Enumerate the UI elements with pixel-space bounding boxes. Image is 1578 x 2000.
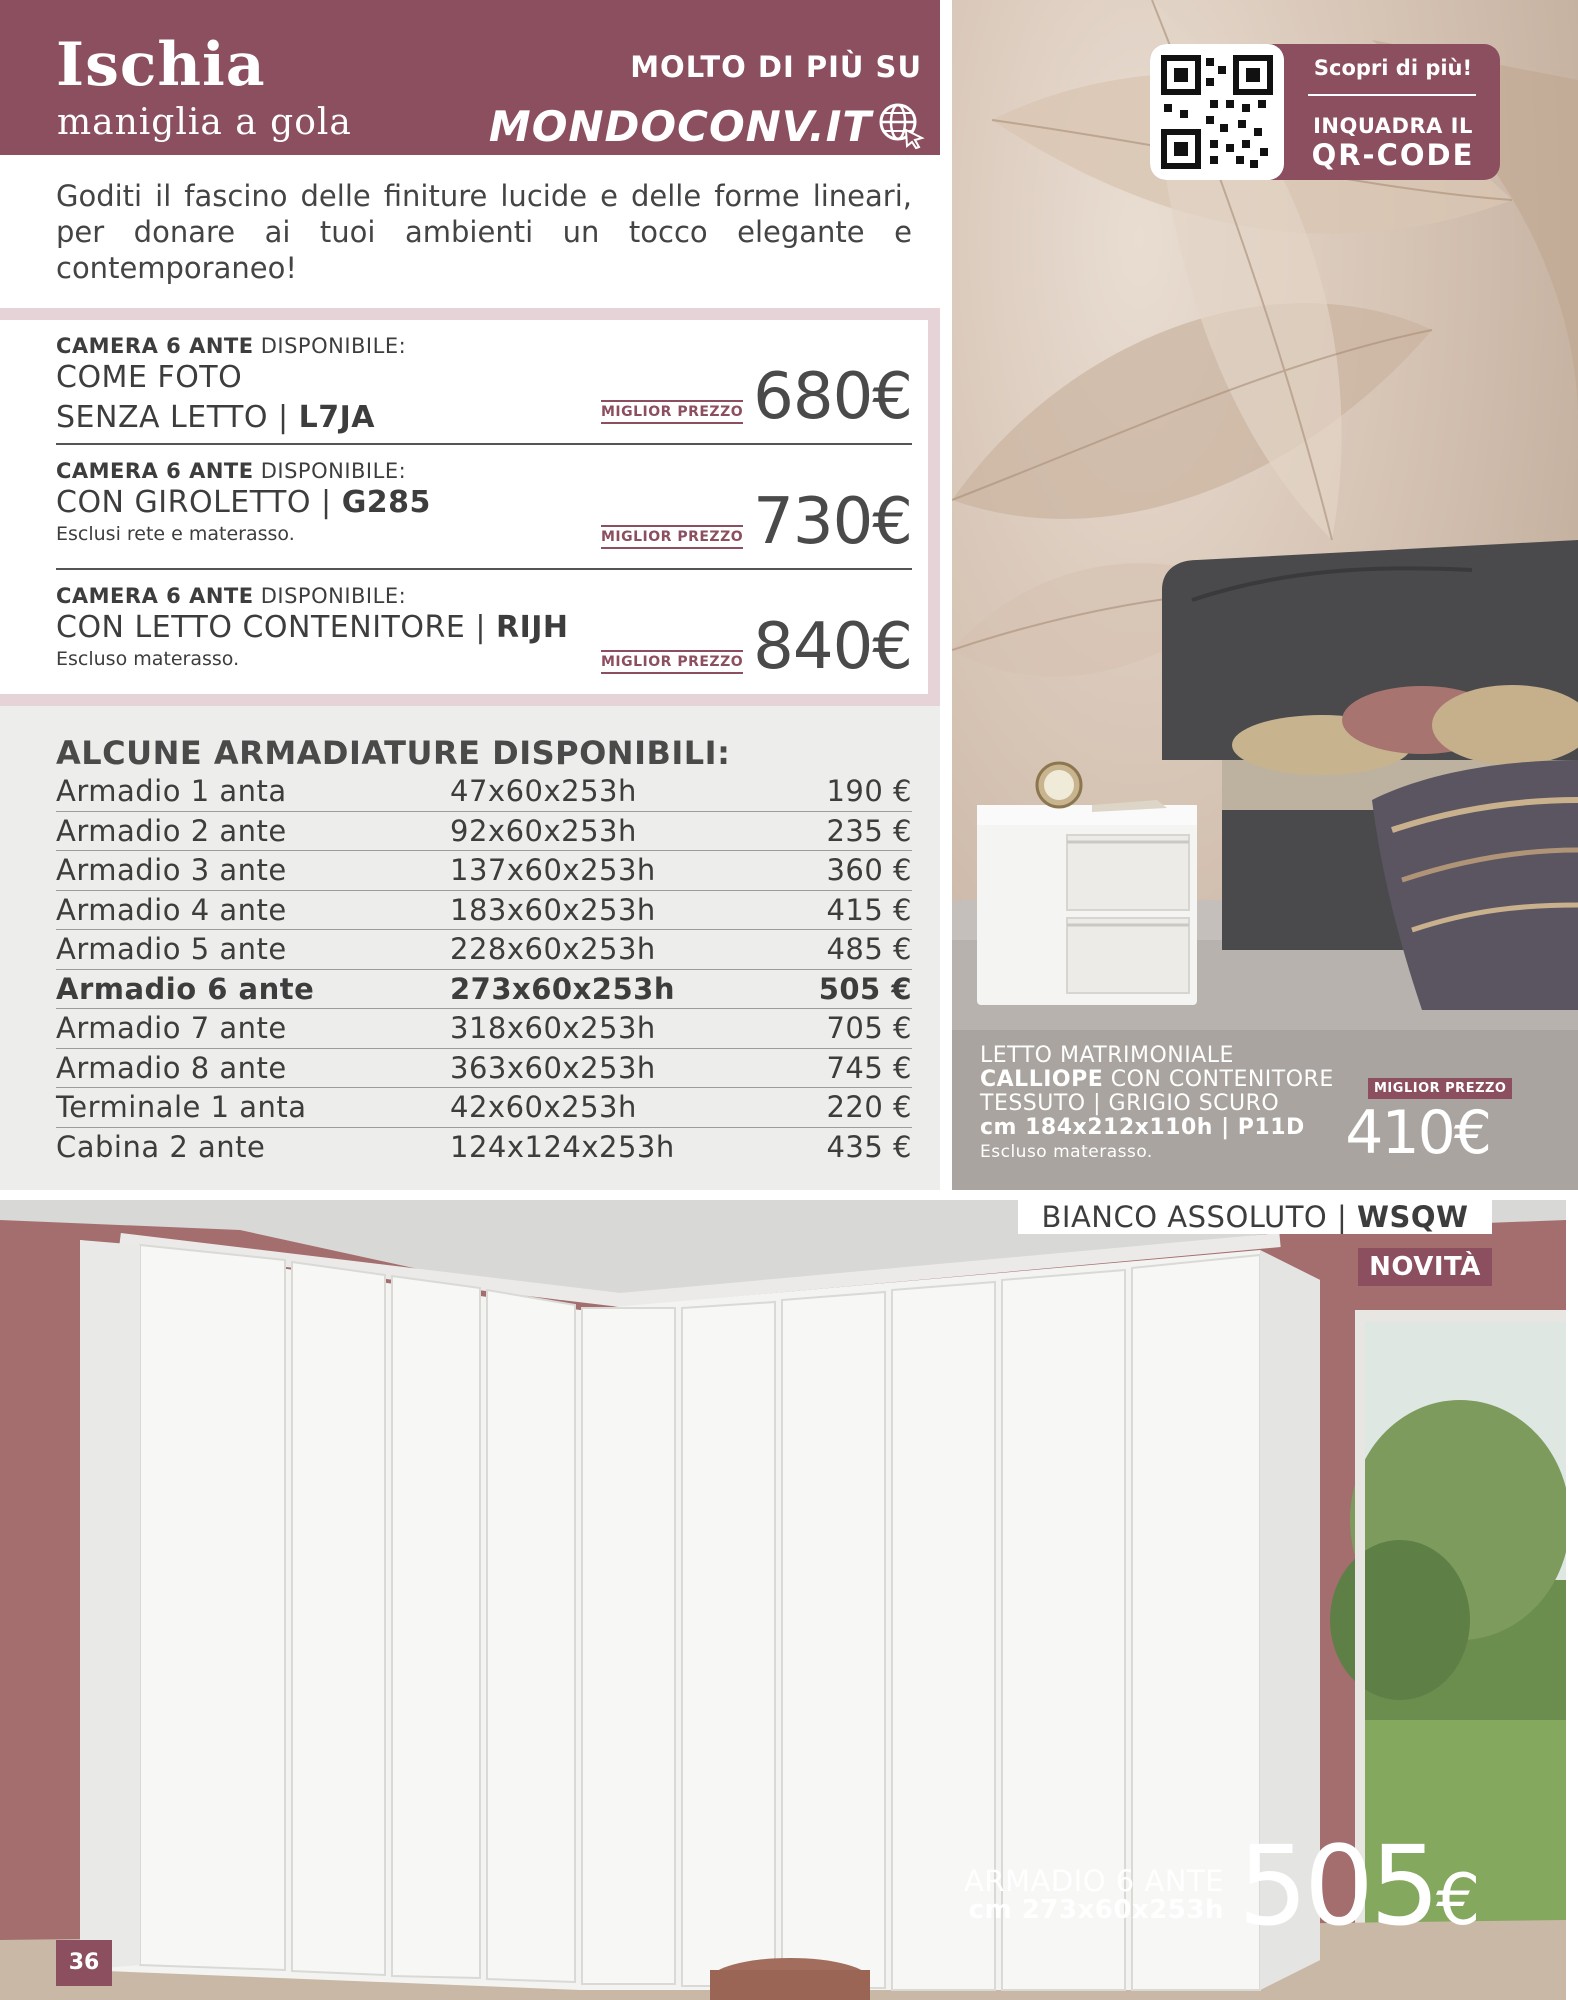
bed-price: 410€ [1345, 1098, 1490, 1168]
new-badge: NOVITÀ [1358, 1248, 1492, 1286]
table-row: Armadio 5 ante 228x60x253h 485 € [56, 930, 912, 970]
bed-caption-line: LETTO MATRIMONIALE [980, 1043, 1234, 1068]
table-row: Cabina 2 ante 124x124x253h 435 € [56, 1129, 912, 1164]
header-banner [0, 0, 940, 155]
bed-caption-line: CALLIOPE CON CONTENITORE [980, 1067, 1334, 1092]
offer-row [56, 445, 912, 570]
offer-price: 680€ [753, 360, 912, 434]
table-row: Armadio 4 ante 183x60x253h 415 € [56, 891, 912, 931]
promo-line: MOLTO DI PIÙ SU [630, 50, 922, 84]
collection-title: Ischia [56, 30, 266, 100]
offer-line: COME FOTO [56, 360, 243, 395]
bed-caption-note: Escluso materasso. [980, 1142, 1153, 1162]
armadi-table [56, 772, 912, 1167]
wardrobe-caption-title: ARMADIO 6 ANTE [963, 1864, 1224, 1898]
armadi-heading: ALCUNE ARMADIATURE DISPONIBILI: [56, 734, 731, 772]
table-row-highlight: Armadio 6 ante 273x60x253h 505 € [56, 970, 912, 1010]
table-row: Armadio 3 ante 137x60x253h 360 € [56, 851, 912, 891]
table-row: Armadio 8 ante 363x60x253h 745 € [56, 1049, 912, 1089]
offer-note: Escluso materasso. [56, 648, 240, 670]
table-row: Armadio 1 anta 47x60x253h 190 € [56, 772, 912, 812]
qr-cta-line2: QR-CODE [1311, 138, 1475, 172]
finish-label: BIANCO ASSOLUTO | WSQW [1018, 1200, 1492, 1234]
wardrobe-price: 505€ [1238, 1822, 1477, 1950]
table-row: Terminale 1 anta 42x60x253h 220 € [56, 1088, 912, 1128]
best-price-badge: MIGLIOR PREZZO [601, 400, 743, 424]
collection-subtitle: maniglia a gola [57, 102, 352, 143]
bed-caption [980, 1044, 1334, 1164]
wardrobe-caption-size: cm 273x60x253h [968, 1895, 1224, 1925]
table-row: Armadio 2 ante 92x60x253h 235 € [56, 812, 912, 852]
offer-box [0, 320, 928, 694]
best-price-badge: MIGLIOR PREZZO [601, 650, 743, 674]
qr-code-icon [1150, 44, 1284, 180]
offer-note: Esclusi rete e materasso. [56, 523, 295, 545]
best-price-badge: MIGLIOR PREZZO [601, 525, 743, 549]
qr-divider [1308, 94, 1476, 96]
intro-text: Goditi il fascino delle finiture lucide e delle forme lineari, per donare ai tuoi ambienti un tocco elegante e contemporaneo! [56, 179, 912, 285]
offer-price: 840€ [753, 610, 912, 684]
bed-caption-line: TESSUTO | GRIGIO SCURO [980, 1091, 1280, 1116]
offer-line: SENZA LETTO | L7JA [56, 400, 376, 435]
site-link[interactable]: MONDOCONV.IT [488, 102, 872, 151]
globe-cursor-icon [876, 100, 926, 150]
bed-caption-dimensions: cm 184x212x110h | P11D [980, 1115, 1305, 1140]
page-number: 36 [56, 1940, 112, 1986]
offer-lead: CAMERA 6 ANTE DISPONIBILE: [56, 459, 407, 483]
qr-cta-top: Scopri di più! [1313, 56, 1473, 80]
offer-lead: CAMERA 6 ANTE DISPONIBILE: [56, 334, 407, 358]
offer-line: CON LETTO CONTENITORE | RIJH [56, 610, 569, 645]
offer-line: CON GIROLETTO | G285 [56, 485, 431, 520]
best-price-badge: MIGLIOR PREZZO [1368, 1078, 1512, 1099]
offer-price: 730€ [753, 485, 912, 559]
offer-lead: CAMERA 6 ANTE DISPONIBILE: [56, 584, 407, 608]
offer-row [56, 570, 912, 695]
table-row: Armadio 7 ante 318x60x253h 705 € [56, 1009, 912, 1049]
qr-code[interactable] [1150, 44, 1284, 180]
offer-row [56, 320, 912, 445]
qr-cta-line1: INQUADRA IL [1313, 114, 1473, 138]
